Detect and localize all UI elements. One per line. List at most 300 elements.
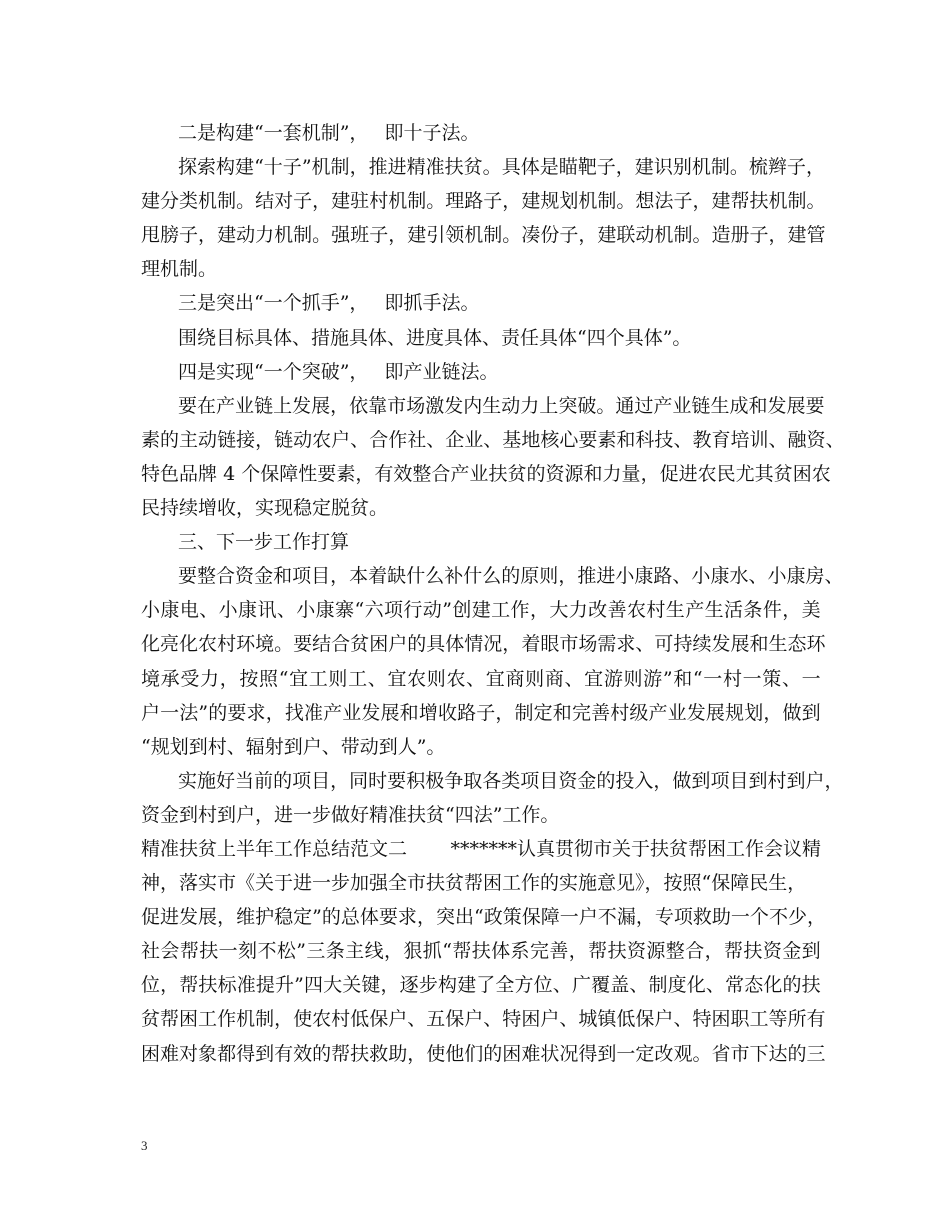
glyph: 4 (217, 462, 242, 485)
text-line (141, 423, 845, 457)
glyph: 和 (673, 667, 693, 690)
glyph: 尤 (735, 462, 755, 485)
glyph: 过 (634, 394, 654, 417)
glyph: 路 (457, 701, 477, 724)
glyph: 要 (805, 394, 825, 417)
glyph: 当 (235, 769, 255, 792)
glyph: 准 (425, 156, 445, 179)
glyph: 驻 (350, 190, 370, 213)
glyph: ， (330, 565, 350, 588)
glyph: ， (355, 462, 375, 485)
text-line (141, 662, 821, 696)
glyph: 护 (255, 906, 275, 929)
glyph: 小 (691, 565, 711, 588)
glyph: 子 (673, 190, 693, 213)
glyph: 力 (568, 599, 588, 622)
glyph: 源 (646, 940, 666, 963)
glyph: 膀 (160, 224, 180, 247)
glyph: 、 (483, 428, 503, 451)
glyph: 地 (521, 428, 541, 451)
glyph: 各 (482, 769, 502, 792)
glyph: 系 (510, 940, 530, 963)
glyph: ， (330, 394, 350, 417)
glyph: ， (704, 940, 724, 963)
glyph: ， (529, 599, 549, 622)
glyph: 扶 (801, 974, 821, 997)
glyph: 业 (342, 701, 362, 724)
glyph: 下 (749, 1042, 769, 1065)
glyph: 制 (293, 224, 313, 247)
glyph: 和 (273, 565, 293, 588)
glyph: 刻 (238, 940, 258, 963)
glyph: 力 (602, 462, 622, 485)
glyph: 境 (255, 633, 275, 656)
glyph: 通 (615, 394, 635, 417)
glyph: ” (301, 156, 312, 179)
glyph: 展 (705, 701, 725, 724)
glyph: 困 (369, 633, 389, 656)
glyph: 帮 (452, 940, 472, 963)
text-line (141, 457, 831, 491)
glyph: 讯 (257, 599, 277, 622)
glyph: 等 (768, 1008, 788, 1031)
glyph: 的 (483, 1042, 503, 1065)
glyph: 和 (616, 428, 636, 451)
glyph: 梳 (748, 156, 768, 179)
glyph: 瞄 (558, 156, 578, 179)
glyph: 力 (200, 667, 220, 690)
glyph: 难 (160, 1042, 180, 1065)
glyph: 时 (368, 769, 388, 792)
glyph: 发 (444, 394, 464, 417)
glyph: 产 (685, 599, 705, 622)
glyph: 农 (407, 667, 427, 690)
glyph: 别 (672, 156, 692, 179)
glyph: 帮 (588, 940, 608, 963)
glyph: 小 (296, 599, 316, 622)
glyph: 化 (141, 633, 161, 656)
glyph: 制 (673, 224, 693, 247)
glyph: 的 (526, 462, 546, 485)
glyph: “ (354, 599, 365, 622)
glyph: 子 (749, 224, 769, 247)
glyph: 作 (217, 1008, 237, 1031)
glyph: 目 (729, 769, 749, 792)
text-line (141, 900, 826, 934)
glyph: 成 (729, 394, 749, 417)
glyph: 困 (711, 1008, 731, 1031)
glyph: 。 (692, 1042, 712, 1065)
glyph: 班 (350, 224, 370, 247)
glyph: 、 (635, 633, 655, 656)
glyph: 扶 (488, 462, 508, 485)
glyph: 子 (369, 224, 389, 247)
glyph: 作 (388, 428, 408, 451)
glyph: 善 (607, 599, 627, 622)
glyph: 什 (406, 565, 426, 588)
glyph: 民 (716, 462, 736, 485)
glyph: 态 (744, 974, 764, 997)
glyph: 贫 (350, 633, 370, 656)
glyph: 维 (236, 906, 256, 929)
glyph: 、 (672, 565, 692, 588)
glyph: 房 (805, 565, 825, 588)
glyph: 力 (255, 224, 275, 247)
glyph: 子 (483, 190, 503, 213)
glyph: 目 (311, 769, 331, 792)
glyph: 覆 (591, 974, 611, 997)
glyph: 常 (725, 974, 745, 997)
glyph: 困 (502, 1042, 522, 1065)
glyph: 展 (730, 633, 750, 656)
glyph: 持 (673, 633, 693, 656)
glyph: 况 (483, 633, 503, 656)
glyph: 体 (491, 940, 511, 963)
glyph: 机 (274, 224, 294, 247)
glyph: 、 (483, 1008, 503, 1031)
glyph: 完 (529, 940, 549, 963)
glyph: 找 (284, 701, 304, 724)
glyph: ， (768, 224, 788, 247)
glyph: 效 (393, 462, 413, 485)
glyph: 破 (577, 394, 597, 417)
glyph: 小 (218, 599, 238, 622)
glyph: 场 (406, 394, 426, 417)
glyph: ， (558, 565, 578, 588)
glyph: 动 (635, 224, 655, 247)
glyph: 建 (457, 974, 477, 997)
glyph: 产 (648, 701, 668, 724)
glyph: 分 (160, 190, 180, 213)
glyph: 和 (399, 701, 419, 724)
glyph: 保 (260, 462, 280, 485)
glyph: 的 (782, 974, 802, 997)
glyph: 得 (578, 1042, 598, 1065)
glyph: 动 (422, 599, 442, 622)
glyph: 、 (629, 974, 649, 997)
glyph: 培 (730, 428, 750, 451)
glyph: 动 (501, 394, 521, 417)
glyph: 使 (293, 1008, 313, 1031)
glyph: 色 (160, 462, 180, 485)
glyph: 依 (349, 394, 369, 417)
glyph: 识 (653, 156, 673, 179)
glyph: 缺 (387, 565, 407, 588)
glyph: 村 (646, 599, 666, 622)
glyph: 不 (257, 940, 277, 963)
glyph: 行 (403, 599, 423, 622)
glyph: 改 (654, 1042, 674, 1065)
glyph: 结 (255, 190, 275, 213)
glyph: 他 (445, 1042, 465, 1065)
glyph: 镇 (597, 1008, 617, 1031)
glyph: 机 (578, 190, 598, 213)
glyph: 困 (179, 1008, 199, 1031)
glyph: 社 (407, 428, 427, 451)
section-heading: 三、下一步工作打算 (178, 531, 350, 554)
glyph: 动 (293, 428, 313, 451)
glyph: ， (312, 190, 332, 213)
glyph: 机 (236, 1008, 256, 1031)
glyph: 改 (588, 599, 608, 622)
glyph: 么 (425, 565, 445, 588)
glyph: ， (495, 701, 515, 724)
glyph: 投 (615, 769, 635, 792)
glyph: 。 (236, 190, 256, 213)
glyph: 促 (141, 906, 161, 929)
glyph: 农 (312, 428, 332, 451)
glyph: 。 (502, 224, 522, 247)
glyph: 到 (691, 769, 711, 792)
glyph: 理 (445, 190, 465, 213)
glyph: 农 (446, 667, 466, 690)
glyph: ， (388, 224, 408, 247)
glyph: 场 (578, 633, 598, 656)
glyph: 的 (596, 769, 616, 792)
glyph: 贫 (141, 1008, 161, 1031)
glyph: 盖 (610, 974, 630, 997)
glyph: 难 (521, 1042, 541, 1065)
glyph: 资 (762, 940, 782, 963)
glyph: 生 (665, 599, 685, 622)
glyph: 都 (217, 1042, 237, 1065)
glyph: 。 (482, 156, 502, 179)
glyph: “ (692, 667, 703, 690)
glyph: 寨 (335, 599, 355, 622)
text-line: 围绕目标具体、措施具体、进度具体、责任具体“四个具体”。 (178, 326, 692, 349)
glyph: 机 (198, 190, 218, 213)
glyph: 商 (544, 667, 564, 690)
glyph: 保 (445, 1008, 465, 1031)
glyph: 主 (179, 428, 199, 451)
glyph: 达 (768, 1042, 788, 1065)
glyph: ” (296, 940, 306, 963)
glyph: 电 (179, 599, 199, 622)
glyph: 结 (312, 633, 332, 656)
text-line (141, 627, 826, 661)
glyph: 宜 (387, 667, 407, 690)
glyph: 贫 (463, 156, 483, 179)
glyph: 要 (578, 428, 598, 451)
glyph: 会 (160, 940, 180, 963)
glyph: 整 (665, 940, 685, 963)
glyph: 份 (540, 224, 560, 247)
glyph: 扶 (607, 940, 627, 963)
glyph: 要 (178, 394, 198, 417)
glyph: 制 (648, 974, 668, 997)
glyph: 生 (482, 394, 502, 417)
glyph: 争 (444, 769, 464, 792)
glyph: 逐 (399, 974, 419, 997)
glyph: 城 (578, 1008, 598, 1031)
glyph: 准 (303, 701, 323, 724)
glyph: 求 (397, 906, 417, 929)
glyph: 的 (273, 769, 293, 792)
glyph: 康 (238, 599, 258, 622)
glyph: 少 (787, 906, 807, 929)
glyph: 升 (274, 974, 294, 997)
text-line: 精准扶贫上半年工作总结范文二 *******认真贯彻市关于扶贫帮困工作会议精 (141, 837, 821, 860)
glyph: 帮 (724, 940, 744, 963)
glyph: 条 (743, 599, 763, 622)
glyph: 业 (235, 394, 255, 417)
glyph: 做 (782, 701, 802, 724)
glyph: 效 (293, 1042, 313, 1065)
glyph: 企 (445, 428, 465, 451)
glyph: 善 (549, 940, 569, 963)
glyph: ， (763, 701, 783, 724)
glyph: 合 (369, 428, 389, 451)
glyph: 子 (282, 156, 302, 179)
glyph: 体 (445, 633, 465, 656)
glyph: 业 (464, 428, 484, 451)
glyph: 子 (179, 224, 199, 247)
glyph: ， (502, 633, 522, 656)
glyph: 训 (749, 428, 769, 451)
glyph: ， (330, 769, 350, 792)
glyph: ” (294, 974, 304, 997)
glyph: 市 (559, 633, 579, 656)
glyph: 。 (729, 156, 749, 179)
glyph: 接 (236, 428, 256, 451)
glyph: 上 (539, 394, 559, 417)
glyph: 农 (312, 1008, 332, 1031)
glyph: 联 (616, 224, 636, 247)
glyph: 对 (274, 190, 294, 213)
glyph: 化 (763, 974, 783, 997)
glyph: ， (805, 156, 825, 179)
glyph: 善 (591, 701, 611, 724)
glyph: 的 (787, 1042, 807, 1065)
glyph: 策 (502, 906, 522, 929)
text-line (141, 696, 821, 730)
glyph: 要 (293, 633, 313, 656)
text-line (141, 1037, 826, 1071)
glyph: 康 (710, 565, 730, 588)
glyph: 实 (178, 769, 198, 792)
glyph: 想 (635, 190, 655, 213)
glyph: 使 (426, 1042, 446, 1065)
glyph: 领 (445, 224, 465, 247)
glyph: 展 (198, 906, 218, 929)
glyph: 项 (520, 769, 540, 792)
glyph: 提 (255, 974, 275, 997)
glyph: 抓 (422, 940, 442, 963)
glyph: 展 (380, 701, 400, 724)
glyph: 环 (236, 633, 256, 656)
glyph: 划 (559, 190, 579, 213)
glyph: 市 (387, 394, 407, 417)
glyph: 观 (673, 1042, 693, 1065)
glyph: 增 (418, 701, 438, 724)
glyph: 、 (673, 1008, 693, 1031)
glyph: 、 (407, 1008, 427, 1031)
glyph: 级 (629, 701, 649, 724)
glyph: 扶 (743, 940, 763, 963)
glyph: “ (473, 906, 484, 929)
glyph: 到 (801, 940, 821, 963)
text-line (141, 1002, 826, 1036)
glyph: 眼 (540, 633, 560, 656)
glyph: 位 (141, 974, 161, 997)
glyph: 需 (597, 633, 617, 656)
glyph: 科 (635, 428, 655, 451)
glyph: 机 (654, 224, 674, 247)
glyph: 广 (571, 974, 591, 997)
glyph: ， (219, 667, 239, 690)
glyph: 探 (178, 156, 198, 179)
glyph: 收 (437, 701, 457, 724)
glyph: 构 (216, 156, 236, 179)
glyph: 六 (364, 599, 384, 622)
glyph: 大 (323, 974, 343, 997)
glyph: 促 (659, 462, 679, 485)
glyph: 位 (533, 974, 553, 997)
glyph: 帮 (179, 940, 199, 963)
glyph: 规 (540, 190, 560, 213)
glyph: 、 (559, 1008, 579, 1031)
glyph: 宜 (289, 667, 309, 690)
glyph: 定 (635, 1042, 655, 1065)
glyph: 户 (141, 701, 161, 724)
glyph: 主 (345, 940, 365, 963)
text-line: “规划到村、辐射到户、带动到人”。 (141, 735, 446, 758)
glyph: 障 (540, 906, 560, 929)
glyph: 、 (781, 667, 801, 690)
glyph: 建 (331, 190, 351, 213)
glyph: 困 (141, 1042, 161, 1065)
glyph: 可 (654, 633, 674, 656)
glyph: 帮 (730, 190, 750, 213)
glyph: 化 (179, 633, 199, 656)
glyph: 方 (514, 974, 534, 997)
glyph: 、 (564, 667, 584, 690)
glyph: 、 (768, 428, 788, 451)
glyph: ， (640, 462, 660, 485)
glyph: 和 (748, 394, 768, 417)
glyph: 推 (577, 565, 597, 588)
glyph: 求 (616, 633, 636, 656)
glyph: 扶 (199, 940, 219, 963)
glyph: 资 (626, 940, 646, 963)
glyph: 得 (236, 1042, 256, 1065)
glyph: 素 (336, 462, 356, 485)
glyph: 资 (806, 428, 826, 451)
glyph: 项 (383, 599, 403, 622)
glyph: 核 (540, 428, 560, 451)
glyph: 补 (444, 565, 464, 588)
glyph: 五 (426, 1008, 446, 1031)
glyph: 具 (426, 633, 446, 656)
glyph: 生 (768, 633, 788, 656)
glyph: 合 (685, 940, 705, 963)
glyph: 农 (198, 633, 218, 656)
glyph: 困 (521, 1008, 541, 1031)
glyph: 建 (407, 224, 427, 247)
glyph: 建 (217, 224, 237, 247)
glyph: 机 (311, 156, 331, 179)
glyph: 、 (748, 565, 768, 588)
glyph: 建 (471, 599, 491, 622)
text-line: 神，落实市《关于进一步加强全市扶贫帮困工作的实施意见》，按照“保障民生， (141, 872, 807, 895)
glyph: 照 (259, 667, 279, 690)
glyph: 扶 (350, 1042, 370, 1065)
glyph: ， (349, 156, 369, 179)
glyph: 机 (464, 224, 484, 247)
glyph: 户 (464, 1008, 484, 1031)
glyph: 康 (160, 599, 180, 622)
glyph: 子 (786, 156, 806, 179)
